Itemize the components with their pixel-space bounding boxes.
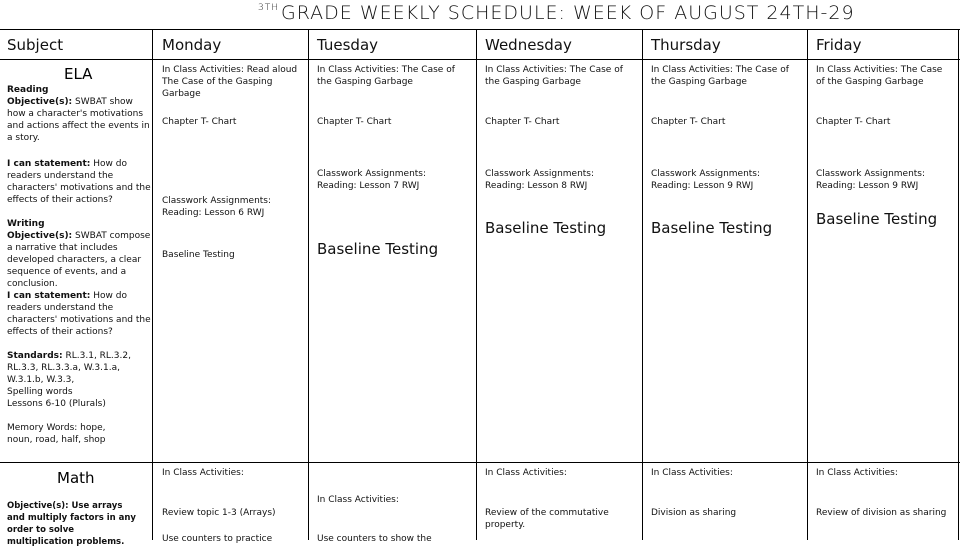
math-thursday-review: Division as sharing xyxy=(651,508,737,518)
ela-friday-activities: In Class Activities: The Case of the Gasping Garbage xyxy=(816,65,943,87)
ela-friday-testing: Baseline Testing xyxy=(816,210,938,228)
memory-words: Memory Words: hope, noun, road, half, shop xyxy=(7,423,106,445)
math-wednesday-review: Review of the commutative property. xyxy=(485,508,609,530)
ela-tuesday-testing: Baseline Testing xyxy=(317,240,439,258)
math-friday-activities: In Class Activities: xyxy=(816,468,898,478)
ela-subject-details xyxy=(7,84,151,446)
ela-row-border xyxy=(0,462,960,463)
ela-monday-activities: In Class Activities: Read aloud The Case of the Gasping Garbage xyxy=(162,65,298,99)
math-thursday-activities: In Class Activities: xyxy=(651,468,733,478)
spelling-words: Spelling words xyxy=(7,387,73,397)
ela-friday-chart: Chapter T- Chart xyxy=(816,117,891,127)
math-objective: Objective(s): Use arrays and multiply factors in any order to solve multiplication problems. xyxy=(7,501,136,547)
ela-wednesday-activities: In Class Activities: The Case of the Gasping Garbage xyxy=(485,65,623,87)
math-tuesday-note: Use counters to show the xyxy=(317,534,432,544)
ela-thursday-chart: Chapter T- Chart xyxy=(651,117,726,127)
math-wednesday-activities: In Class Activities: xyxy=(485,468,567,478)
header-friday: Friday xyxy=(816,36,862,54)
ela-friday-classwork: Classwork Assignments: Reading: Lesson 9 RWJ xyxy=(816,169,926,191)
math-tuesday-activities: In Class Activities: xyxy=(317,495,399,505)
header-subject: Subject xyxy=(7,36,64,54)
ela-thursday-testing: Baseline Testing xyxy=(651,219,773,237)
math-monday-activities: In Class Activities: xyxy=(162,468,244,478)
writing-ican: How do readers understand the characters' motivations and the effects of their actions? xyxy=(7,291,151,337)
ela-thursday-activities: In Class Activities: The Case of the Gasping Garbage xyxy=(651,65,789,87)
ela-tuesday-activities: In Class Activities: The Case of the Gasping Garbage xyxy=(317,65,455,87)
writing-label: Writing xyxy=(7,219,45,229)
objective-label: Objective(s): xyxy=(7,97,73,107)
standards-list: RL.3.1, RL.3.2, RL.3.3, RL.3.3.a, W.3.1.a, W.3.1.b, W.3.3, xyxy=(7,351,131,385)
math-subject-title: Math xyxy=(57,469,95,487)
objective-label: Objective(s): xyxy=(7,231,73,241)
ela-tuesday-chart: Chapter T- Chart xyxy=(317,117,392,127)
reading-objective: SWBAT show how a character's motivations and actions affect the events in a story. xyxy=(7,97,150,143)
reading-label: Reading xyxy=(7,85,49,95)
ela-monday-classwork: Classwork Assignments: Reading: Lesson 6 RWJ xyxy=(162,196,272,218)
column-divider xyxy=(642,29,643,540)
ican-label: I can statement: xyxy=(7,159,91,169)
header-row-border xyxy=(0,59,960,60)
spelling-lessons: Lessons 6-10 (Plurals) xyxy=(7,399,106,409)
ela-monday-testing: Baseline Testing xyxy=(162,250,235,260)
ela-monday-chart: Chapter T- Chart xyxy=(162,117,237,127)
column-divider xyxy=(152,29,153,540)
column-divider xyxy=(476,29,477,540)
ela-wednesday-testing: Baseline Testing xyxy=(485,219,607,237)
column-divider xyxy=(958,29,959,540)
ela-subject-title: ELA xyxy=(64,65,93,83)
column-divider xyxy=(308,29,309,540)
reading-ican: How do readers understand the characters' motivations and the effects of their actions? xyxy=(7,159,151,205)
writing-objective: SWBAT compose a narrative that includes developed characters, a clear sequence of events, and a conclusion. xyxy=(7,231,151,289)
math-friday-review: Review of division as sharing xyxy=(816,508,947,518)
column-divider xyxy=(807,29,808,540)
header-thursday: Thursday xyxy=(651,36,721,54)
ela-wednesday-chart: Chapter T- Chart xyxy=(485,117,560,127)
header-monday: Monday xyxy=(162,36,222,54)
ela-wednesday-classwork: Classwork Assignments: Reading: Lesson 8 RWJ xyxy=(485,169,595,191)
math-monday-review: Review topic 1-3 (Arrays) xyxy=(162,508,276,518)
title-text: GRADE WEEKLY SCHEDULE: WEEK OF AUGUST 24TH-29 xyxy=(281,2,855,24)
header-wednesday: Wednesday xyxy=(485,36,572,54)
header-tuesday: Tuesday xyxy=(317,36,379,54)
table-top-border xyxy=(0,29,960,30)
ela-tuesday-classwork: Classwork Assignments: Reading: Lesson 7 RWJ xyxy=(317,169,427,191)
math-monday-note: Use counters to practice xyxy=(162,534,273,544)
title-superscript: 3TH xyxy=(258,2,279,13)
ican-label: I can statement: xyxy=(7,291,91,301)
ela-thursday-classwork: Classwork Assignments: Reading: Lesson 9 RWJ xyxy=(651,169,761,191)
standards-label: Standards: xyxy=(7,351,63,361)
